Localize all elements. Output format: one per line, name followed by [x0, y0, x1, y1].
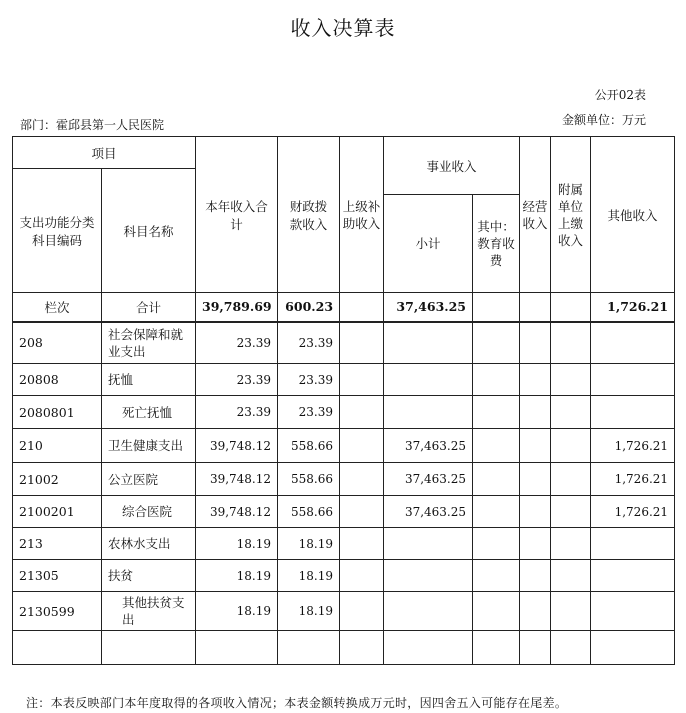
header-code: 支出功能分类科目编码	[13, 169, 102, 293]
row-subtotal	[384, 560, 473, 592]
row-code: 210	[13, 429, 102, 463]
row-operating	[520, 528, 551, 560]
row-fiscal: 18.19	[278, 560, 340, 592]
row-subsidy	[340, 528, 384, 560]
row-affiliate	[551, 364, 591, 396]
row-operating	[520, 429, 551, 463]
unit-label: 金额单位：万元	[561, 113, 646, 127]
header-business: 事业收入	[384, 137, 520, 195]
row-operating	[520, 463, 551, 496]
table-row	[13, 560, 675, 592]
table-row	[13, 592, 675, 631]
form-number: 公开02表	[594, 88, 646, 102]
row-total: 39,748.12	[196, 463, 278, 496]
footnote: 注：本表反映部门本年度取得的各项收入情况；本表金额转换成万元时，因四舍五入可能存在尾差。	[26, 696, 568, 710]
row-subsidy	[340, 631, 384, 665]
sum-fiscal: 600.23	[278, 293, 340, 322]
row-code: 21305	[13, 560, 102, 592]
row-name: 公立医院	[102, 463, 196, 496]
sum-other: 1,726.21	[591, 293, 675, 322]
sum-operating	[520, 293, 551, 322]
header-total: 本年收入合计	[196, 137, 278, 293]
row-affiliate	[551, 396, 591, 429]
row-subsidy	[340, 592, 384, 631]
header-affiliate: 附属单位上缴收入	[551, 137, 591, 293]
sum-affiliate	[551, 293, 591, 322]
row-edu	[473, 528, 520, 560]
sum-total: 39,789.69	[196, 293, 278, 322]
sum-name: 合计	[102, 293, 196, 322]
header-other: 其他收入	[591, 137, 675, 293]
row-operating	[520, 364, 551, 396]
row-name	[102, 631, 196, 665]
row-affiliate	[551, 592, 591, 631]
row-operating	[520, 322, 551, 364]
row-code: 21002	[13, 463, 102, 496]
header-fiscal: 财政拨款收入	[278, 137, 340, 293]
row-code: 213	[13, 528, 102, 560]
row-subtotal	[384, 592, 473, 631]
row-other: 1,726.21	[591, 496, 675, 528]
row-subtotal	[384, 528, 473, 560]
table-row	[13, 463, 675, 496]
department-label: 部门：霍邱县第一人民医院	[20, 118, 165, 132]
table-row	[13, 496, 675, 528]
row-subsidy	[340, 496, 384, 528]
row-affiliate	[551, 496, 591, 528]
row-name: 扶贫	[102, 560, 196, 592]
income-table	[12, 136, 675, 665]
row-name: 综合医院	[102, 496, 196, 528]
row-subtotal	[384, 322, 473, 364]
header-project: 项目	[13, 137, 196, 169]
row-edu	[473, 396, 520, 429]
row-operating	[520, 496, 551, 528]
row-affiliate	[551, 463, 591, 496]
row-fiscal: 558.66	[278, 496, 340, 528]
row-subtotal	[384, 396, 473, 429]
row-other	[591, 396, 675, 429]
row-subsidy	[340, 560, 384, 592]
row-code: 2080801	[13, 396, 102, 429]
row-total: 23.39	[196, 396, 278, 429]
row-total: 18.19	[196, 592, 278, 631]
row-code: 20808	[13, 364, 102, 396]
row-name: 死亡抚恤	[102, 396, 196, 429]
row-affiliate	[551, 528, 591, 560]
row-edu	[473, 429, 520, 463]
row-name: 农林水支出	[102, 528, 196, 560]
row-total: 39,748.12	[196, 429, 278, 463]
row-name: 卫生健康支出	[102, 429, 196, 463]
row-operating	[520, 592, 551, 631]
row-fiscal: 23.39	[278, 396, 340, 429]
row-name: 其他扶贫支出	[102, 592, 196, 631]
row-subsidy	[340, 396, 384, 429]
row-code: 2130599	[13, 592, 102, 631]
row-fiscal: 23.39	[278, 322, 340, 364]
row-code	[13, 631, 102, 665]
header-subsidy: 上级补助收入	[340, 137, 384, 293]
row-operating	[520, 560, 551, 592]
table-row	[13, 322, 675, 364]
row-total: 39,748.12	[196, 496, 278, 528]
row-other	[591, 364, 675, 396]
table-row	[13, 429, 675, 463]
row-fiscal: 558.66	[278, 429, 340, 463]
row-operating	[520, 631, 551, 665]
row-affiliate	[551, 429, 591, 463]
sum-row	[13, 293, 675, 322]
row-edu	[473, 631, 520, 665]
sum-edu	[473, 293, 520, 322]
row-subtotal	[384, 364, 473, 396]
header-operating: 经营收入	[520, 137, 551, 293]
row-total: 23.39	[196, 364, 278, 396]
row-other	[591, 631, 675, 665]
header-subtotal: 小计	[384, 195, 473, 293]
row-edu	[473, 592, 520, 631]
row-code: 2100201	[13, 496, 102, 528]
row-operating	[520, 396, 551, 429]
row-fiscal: 23.39	[278, 364, 340, 396]
row-edu	[473, 364, 520, 396]
row-fiscal: 18.19	[278, 528, 340, 560]
row-fiscal: 558.66	[278, 463, 340, 496]
row-other	[591, 560, 675, 592]
row-name: 社会保障和就业支出	[102, 322, 196, 364]
row-edu	[473, 463, 520, 496]
row-edu	[473, 322, 520, 364]
sum-code: 栏次	[13, 293, 102, 322]
row-other	[591, 592, 675, 631]
sum-subtotal: 37,463.25	[384, 293, 473, 322]
page-title: 收入决算表	[290, 16, 396, 40]
row-affiliate	[551, 560, 591, 592]
row-total: 18.19	[196, 560, 278, 592]
sum-subsidy	[340, 293, 384, 322]
row-total: 18.19	[196, 528, 278, 560]
row-total: 23.39	[196, 322, 278, 364]
row-total	[196, 631, 278, 665]
table-row	[13, 528, 675, 560]
row-fiscal: 18.19	[278, 592, 340, 631]
row-subsidy	[340, 322, 384, 364]
row-edu	[473, 560, 520, 592]
row-subsidy	[340, 463, 384, 496]
row-subtotal: 37,463.25	[384, 496, 473, 528]
header-edu-fee: 其中：教育收费	[473, 195, 520, 293]
row-fiscal	[278, 631, 340, 665]
row-subtotal	[384, 631, 473, 665]
row-code: 208	[13, 322, 102, 364]
row-edu	[473, 496, 520, 528]
row-subsidy	[340, 429, 384, 463]
table-row	[13, 396, 675, 429]
header-name: 科目名称	[102, 169, 196, 293]
row-other	[591, 322, 675, 364]
table-row	[13, 364, 675, 396]
table-row	[13, 631, 675, 665]
row-name: 抚恤	[102, 364, 196, 396]
row-other: 1,726.21	[591, 429, 675, 463]
row-affiliate	[551, 631, 591, 665]
row-subtotal: 37,463.25	[384, 429, 473, 463]
row-subtotal: 37,463.25	[384, 463, 473, 496]
row-other	[591, 528, 675, 560]
row-affiliate	[551, 322, 591, 364]
row-subsidy	[340, 364, 384, 396]
row-other: 1,726.21	[591, 463, 675, 496]
